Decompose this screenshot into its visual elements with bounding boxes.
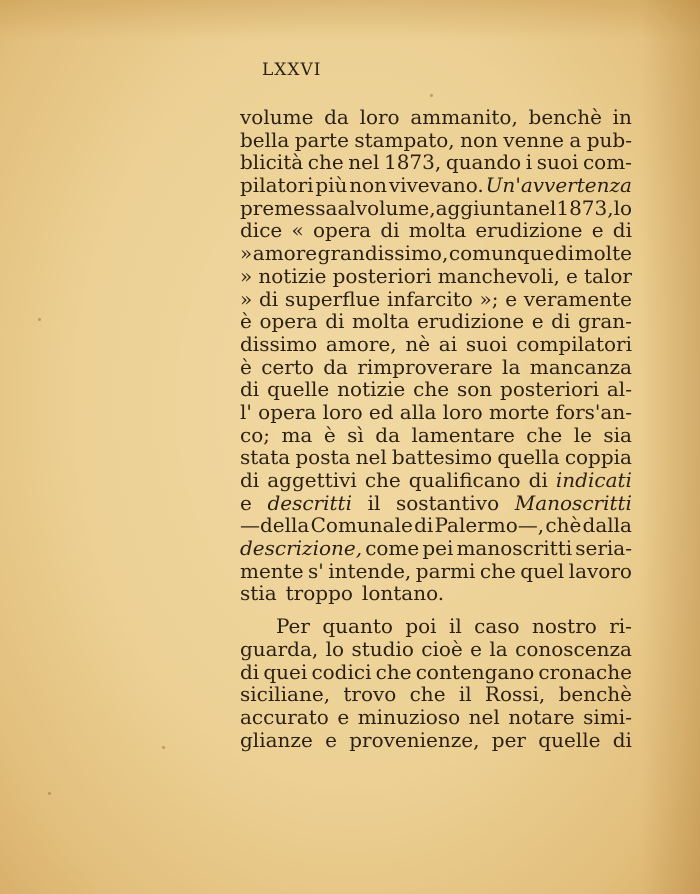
word: il bbox=[458, 682, 472, 707]
word: troppo bbox=[285, 581, 353, 606]
word: lavoro bbox=[568, 558, 632, 583]
word: lo bbox=[613, 195, 633, 220]
text-line bbox=[240, 333, 632, 356]
running-head: LXXVI bbox=[262, 60, 322, 80]
paragraph-2 bbox=[240, 615, 632, 751]
word: loro bbox=[322, 399, 363, 424]
word: e bbox=[505, 286, 518, 311]
word: lontano. bbox=[361, 581, 445, 606]
word: parmi bbox=[415, 558, 476, 583]
word: » bbox=[240, 263, 253, 288]
word: molta bbox=[408, 218, 467, 243]
word: amore, bbox=[325, 331, 397, 356]
text-line bbox=[240, 401, 632, 424]
word: non bbox=[349, 173, 388, 198]
word: son bbox=[456, 377, 493, 402]
word: compilatori bbox=[516, 331, 632, 356]
word: quel bbox=[520, 558, 565, 583]
word: che bbox=[479, 558, 516, 583]
word: nè bbox=[405, 331, 431, 356]
text-line bbox=[240, 356, 632, 379]
text-line bbox=[240, 446, 632, 469]
word: ed bbox=[368, 399, 394, 424]
word: ai bbox=[438, 331, 458, 356]
word: e bbox=[325, 727, 337, 752]
word: coppia bbox=[564, 445, 632, 470]
word: loro bbox=[442, 399, 483, 424]
word: erudizione bbox=[475, 218, 583, 243]
text-line bbox=[240, 706, 632, 729]
word: glianze bbox=[240, 727, 313, 752]
word: quanto bbox=[322, 614, 393, 639]
word: sia bbox=[603, 422, 632, 447]
word: cronache bbox=[538, 659, 632, 684]
word: volume bbox=[240, 105, 314, 129]
word: le bbox=[573, 422, 592, 447]
word: provenienze, bbox=[349, 727, 480, 752]
word: che bbox=[364, 468, 401, 492]
word: non bbox=[460, 127, 498, 152]
word: il bbox=[367, 490, 381, 515]
word: manchevoli, bbox=[437, 263, 560, 288]
word: posta bbox=[295, 445, 351, 470]
word: quei bbox=[263, 659, 308, 684]
text-line bbox=[240, 424, 632, 447]
word: stampato, bbox=[354, 127, 455, 152]
word: che bbox=[307, 150, 344, 175]
word: benchè bbox=[528, 105, 602, 129]
word: mancanza bbox=[529, 354, 632, 379]
word: poi bbox=[405, 614, 437, 639]
word: morte bbox=[488, 399, 550, 424]
word: aggettivi bbox=[267, 468, 357, 492]
text-line bbox=[240, 129, 632, 152]
word: siciliane, bbox=[240, 682, 331, 707]
text-line bbox=[240, 560, 632, 583]
word: certo bbox=[261, 354, 314, 379]
word: di bbox=[325, 309, 345, 334]
word: di bbox=[240, 468, 260, 492]
word: la bbox=[502, 354, 521, 379]
word: opera bbox=[312, 218, 372, 243]
text-line bbox=[240, 106, 632, 129]
text-line bbox=[240, 729, 632, 752]
word: opera bbox=[258, 399, 317, 424]
word: che bbox=[413, 377, 450, 402]
word: e bbox=[566, 263, 578, 288]
word: opera bbox=[259, 309, 318, 334]
word: « bbox=[291, 218, 304, 243]
text-line bbox=[240, 310, 632, 333]
text-line bbox=[240, 683, 632, 706]
page-shadow-top bbox=[0, 0, 700, 40]
word: e bbox=[337, 704, 350, 729]
paragraph-1 bbox=[240, 106, 632, 605]
word: lamentare bbox=[411, 422, 515, 447]
word: grandissimo, bbox=[317, 241, 449, 266]
word: » bbox=[240, 241, 253, 266]
word: comunque bbox=[448, 241, 555, 266]
word: conoscenza bbox=[515, 636, 632, 661]
word: seria- bbox=[575, 536, 632, 561]
word: di bbox=[258, 286, 279, 311]
word: notizie bbox=[337, 377, 406, 402]
word: l' bbox=[240, 399, 252, 424]
word: è bbox=[240, 354, 252, 379]
word: che bbox=[409, 682, 446, 707]
word: simi- bbox=[583, 704, 632, 729]
word: Un'avvertenza bbox=[485, 173, 632, 198]
word: è bbox=[240, 309, 252, 334]
word: che bbox=[375, 659, 412, 684]
word: posteriori bbox=[332, 263, 432, 288]
word: al bbox=[337, 195, 356, 220]
text-line bbox=[240, 197, 632, 220]
word: notizie bbox=[258, 263, 327, 288]
word: studio bbox=[351, 636, 414, 661]
word: di bbox=[240, 377, 260, 402]
word: suoi bbox=[465, 331, 508, 356]
word: pub- bbox=[586, 127, 632, 152]
word: caso bbox=[474, 614, 520, 639]
word: il bbox=[448, 614, 462, 639]
word: com- bbox=[582, 150, 632, 175]
word: » bbox=[240, 286, 253, 311]
body-text bbox=[240, 106, 632, 751]
word: suoi bbox=[536, 150, 579, 175]
word: di bbox=[414, 513, 434, 538]
word: benchè bbox=[558, 682, 632, 707]
word: guarda, bbox=[240, 636, 319, 661]
word: è bbox=[323, 422, 336, 447]
word: più bbox=[315, 173, 348, 198]
word: quando bbox=[445, 150, 522, 175]
word: intende, bbox=[328, 558, 412, 583]
word: qualificano bbox=[408, 468, 521, 492]
word: fors'an- bbox=[555, 399, 632, 424]
word: infarcito bbox=[386, 286, 473, 311]
word: e bbox=[531, 309, 544, 334]
paper-speck bbox=[48, 792, 51, 795]
paper-speck bbox=[162, 746, 165, 749]
text-line bbox=[240, 242, 632, 265]
word: che bbox=[526, 422, 563, 447]
word: al- bbox=[606, 377, 632, 402]
word: veramente bbox=[523, 286, 632, 311]
word: mente bbox=[240, 558, 304, 583]
word: loro bbox=[359, 105, 400, 129]
word: volume, bbox=[355, 195, 436, 220]
word: quella bbox=[497, 445, 560, 470]
word: premessa bbox=[240, 195, 338, 220]
word: quelle bbox=[267, 377, 330, 402]
word: e bbox=[470, 636, 483, 661]
word: come bbox=[365, 536, 420, 561]
word: cioè bbox=[421, 636, 463, 661]
word: —della bbox=[240, 513, 310, 538]
word: vivevano. bbox=[388, 173, 484, 198]
word: codici bbox=[311, 659, 372, 684]
word: stia bbox=[240, 581, 277, 606]
word: da bbox=[375, 422, 400, 447]
word: battesimo bbox=[391, 445, 493, 470]
word: trovo bbox=[343, 682, 397, 707]
word: ammanito, bbox=[410, 105, 518, 129]
word: ri- bbox=[609, 614, 632, 639]
word: minuzioso bbox=[357, 704, 461, 729]
word: sì bbox=[347, 422, 364, 447]
word: per bbox=[491, 727, 526, 752]
word: dalla bbox=[582, 513, 632, 538]
word: descritti bbox=[267, 490, 352, 515]
word: notare bbox=[508, 704, 575, 729]
word: gran- bbox=[577, 309, 632, 334]
word: pei bbox=[422, 536, 454, 561]
word: pilatori bbox=[240, 173, 314, 198]
word: descrizione, bbox=[240, 536, 363, 561]
word: la bbox=[489, 636, 508, 661]
text-line bbox=[240, 288, 632, 311]
word: da bbox=[323, 354, 348, 379]
word: rimproverare bbox=[357, 354, 493, 379]
word: e bbox=[240, 490, 252, 515]
word: di bbox=[240, 659, 260, 684]
text-line bbox=[240, 537, 632, 560]
paper-speck bbox=[38, 318, 41, 321]
text-line bbox=[240, 514, 632, 537]
word: alla bbox=[399, 399, 437, 424]
text-line bbox=[240, 661, 632, 684]
word: di bbox=[551, 309, 571, 334]
word: co; bbox=[240, 422, 270, 447]
word: di bbox=[612, 727, 632, 752]
word: nel bbox=[348, 150, 380, 175]
word: quelle bbox=[538, 727, 601, 752]
word: talor bbox=[583, 263, 632, 288]
word: Manoscritti bbox=[514, 490, 632, 515]
word: erudizione bbox=[416, 309, 525, 334]
word: di bbox=[554, 241, 575, 266]
word: Palermo—, bbox=[434, 513, 545, 538]
word: amore bbox=[252, 241, 318, 266]
word: parte bbox=[294, 127, 349, 152]
word: s' bbox=[308, 558, 324, 583]
word: a bbox=[569, 127, 582, 152]
word: dissimo bbox=[240, 331, 318, 356]
word: Rossi, bbox=[484, 682, 546, 707]
text-line bbox=[240, 378, 632, 401]
text-line bbox=[240, 151, 632, 174]
word: e bbox=[591, 218, 604, 243]
word: Comunale bbox=[310, 513, 413, 538]
word: di bbox=[612, 218, 632, 243]
word: ma bbox=[281, 422, 313, 447]
word: molte bbox=[574, 241, 632, 266]
word: bella bbox=[240, 127, 290, 152]
text-line bbox=[240, 638, 632, 661]
text-line bbox=[240, 174, 632, 197]
word: contengano bbox=[415, 659, 535, 684]
paper-speck bbox=[430, 94, 433, 97]
text-line bbox=[240, 219, 632, 242]
word: nel bbox=[468, 704, 500, 729]
page-shadow-right bbox=[640, 0, 700, 894]
word: aggiunta bbox=[435, 195, 526, 220]
word: dice bbox=[240, 218, 283, 243]
word: i bbox=[525, 150, 533, 175]
word: accurato bbox=[240, 704, 329, 729]
word: stata bbox=[240, 445, 291, 470]
word: indicati bbox=[555, 468, 632, 492]
word: venne bbox=[503, 127, 564, 152]
word: Per bbox=[276, 614, 310, 639]
word: di bbox=[528, 468, 548, 492]
word: nostro bbox=[531, 614, 597, 639]
text-line bbox=[240, 582, 632, 605]
text-line bbox=[240, 615, 632, 638]
word: nel bbox=[355, 445, 387, 470]
word: chè bbox=[545, 513, 582, 538]
word: lo bbox=[325, 636, 345, 661]
word: superflue bbox=[284, 286, 381, 311]
word: molta bbox=[352, 309, 410, 334]
word: blicità bbox=[240, 150, 304, 175]
word: di bbox=[380, 218, 400, 243]
word: sostantivo bbox=[395, 490, 500, 515]
word: nel bbox=[525, 195, 557, 220]
word: »; bbox=[479, 286, 499, 311]
word: 1873, bbox=[556, 195, 614, 220]
text-line bbox=[240, 265, 632, 288]
word: da bbox=[324, 105, 349, 129]
word: in bbox=[612, 105, 632, 129]
text-line bbox=[240, 492, 632, 515]
word: 1873, bbox=[383, 150, 442, 175]
word: manoscritti bbox=[456, 536, 573, 561]
text-line bbox=[240, 469, 632, 492]
word: posteriori bbox=[500, 377, 599, 402]
